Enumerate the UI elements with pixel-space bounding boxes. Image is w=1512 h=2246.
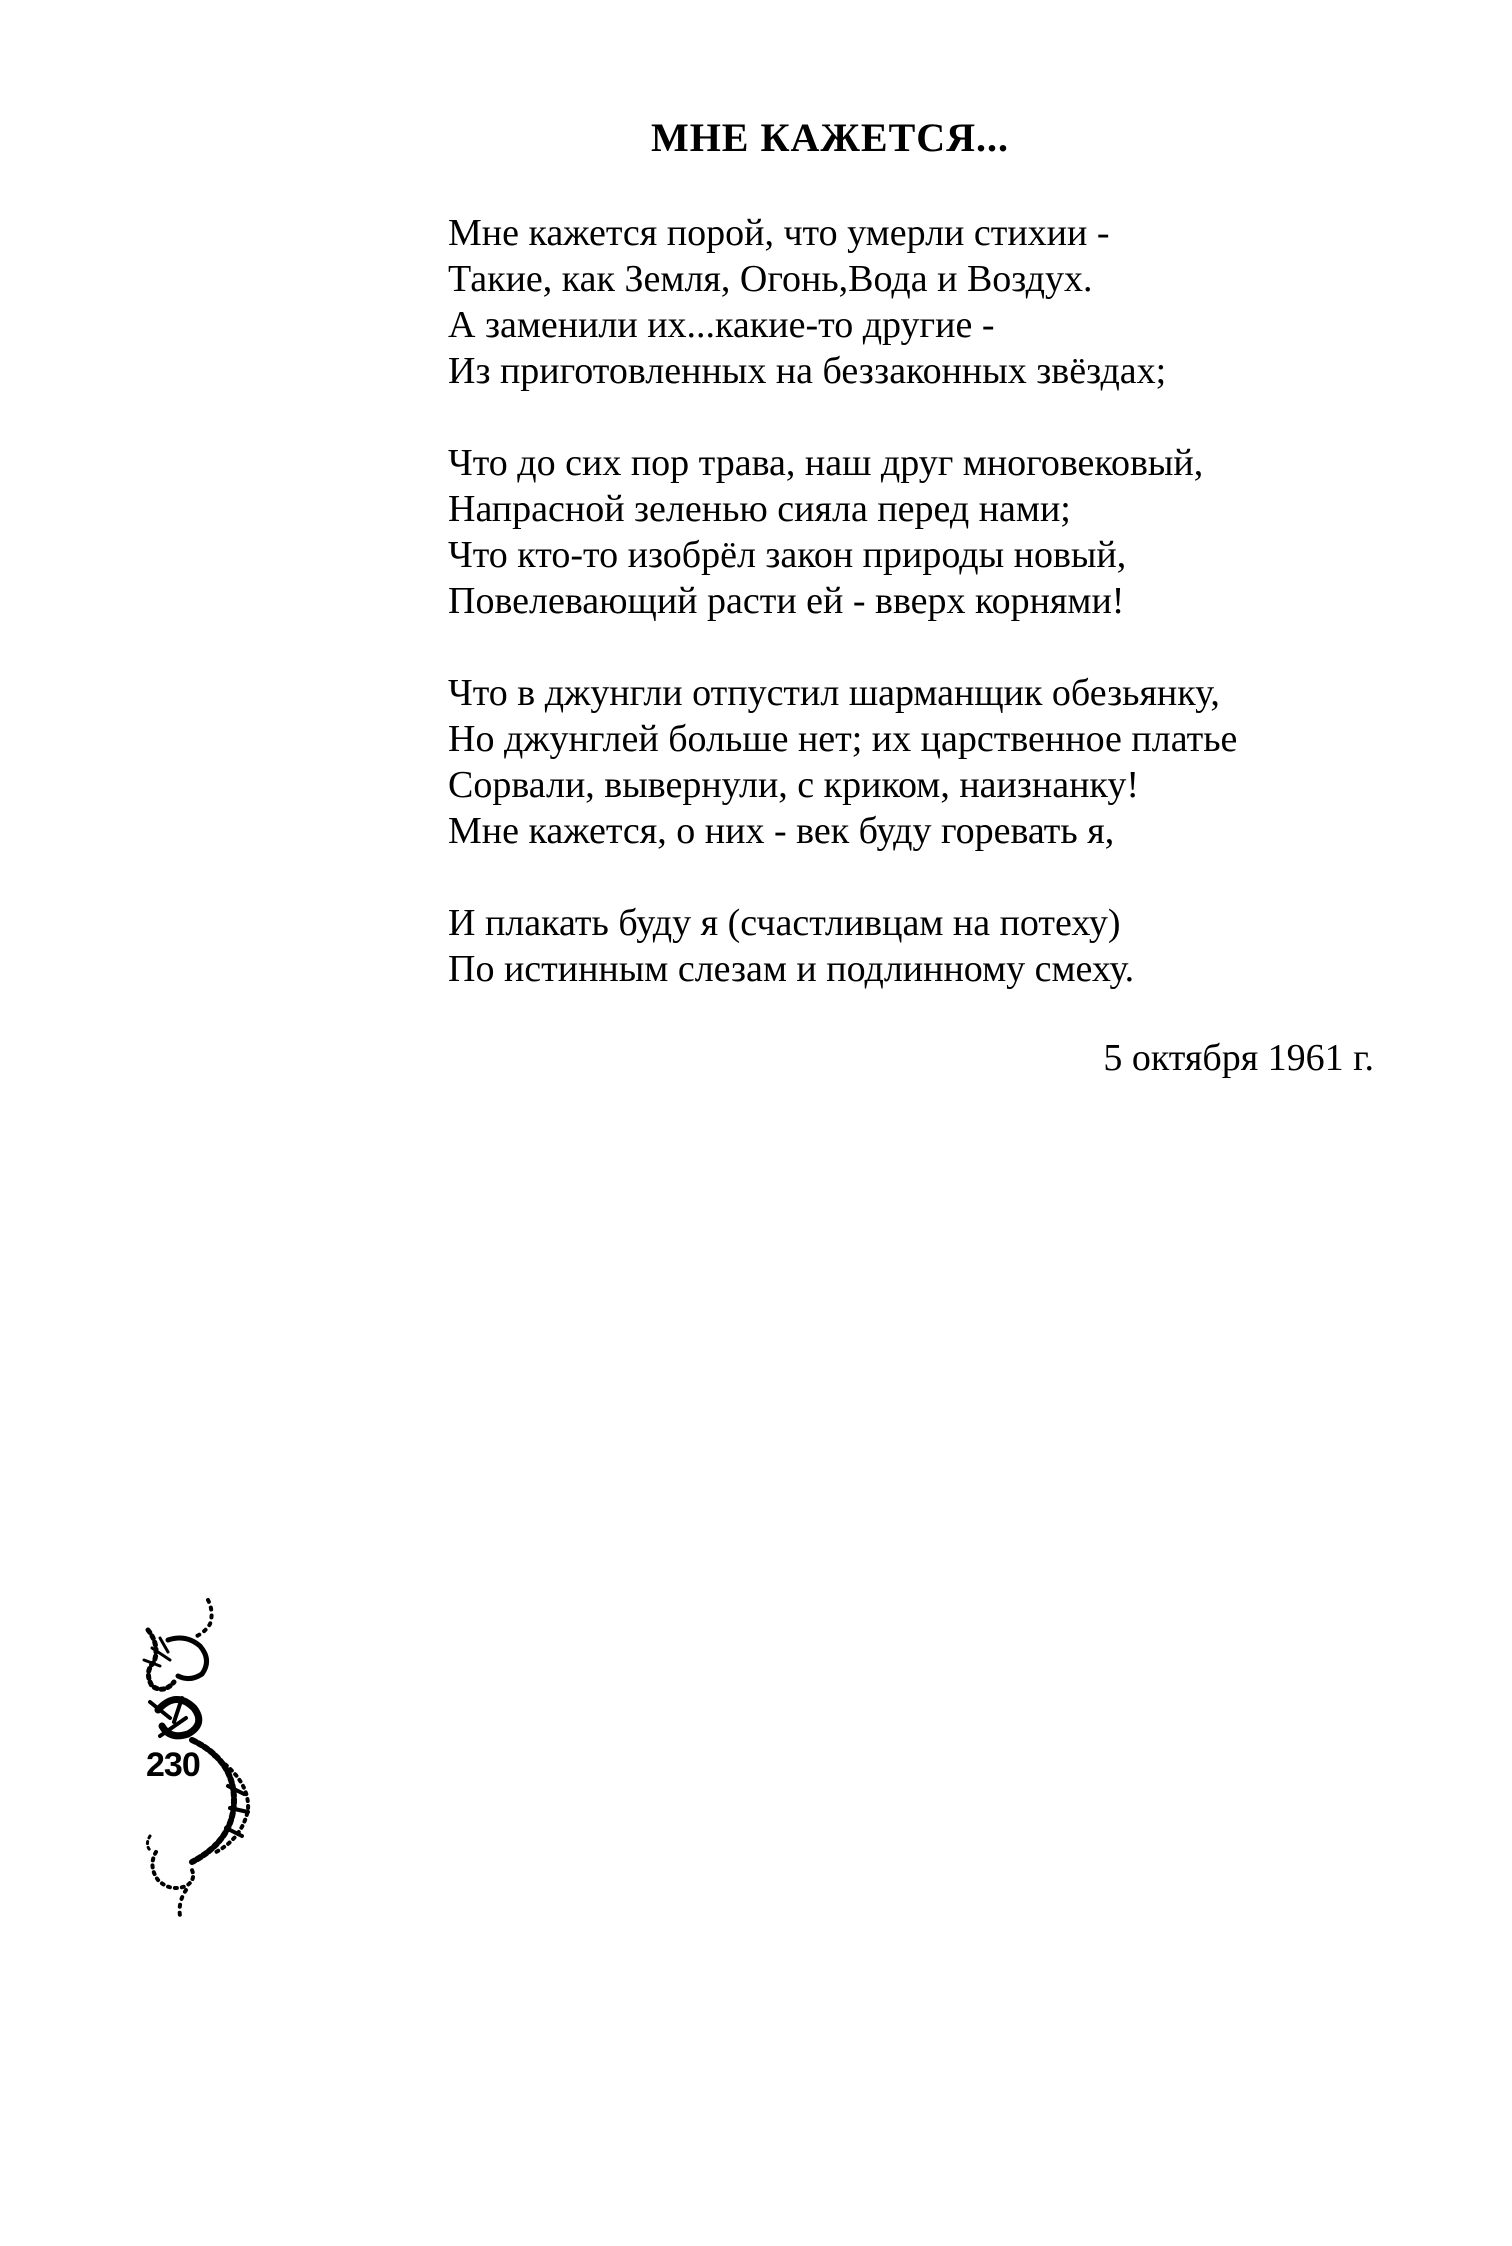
poem-line: Напрасной зеленью сияла перед нами; [448, 488, 1071, 530]
poem-line: И плакать буду я (счастливцам на потеху) [448, 902, 1121, 944]
poem-body [448, 210, 1448, 992]
poem-line: Из приготовленных на беззаконных звёздах; [448, 350, 1167, 392]
poem-line: Сорвали, вывернули, с криком, наизнанку! [448, 764, 1139, 806]
page-number: 230 [146, 1746, 200, 1784]
poem-line: Повелевающий расти ей - вверх корнями! [448, 580, 1125, 622]
poem-line: Что до сих пор трава, наш друг многовековый, [448, 442, 1204, 484]
stanza-2 [448, 440, 1448, 624]
stanza-3 [448, 670, 1448, 854]
poem-line: Что в джунгли отпустил шарманщик обезьянку, [448, 672, 1220, 714]
stanza-1 [448, 210, 1448, 394]
poem-line: По истинным слезам и подлинному смеху. [448, 948, 1135, 990]
poem-date: 5 октября 1961 г. [1103, 1037, 1374, 1079]
stanza-4 [448, 900, 1448, 992]
poem-line: Что кто-то изобрёл закон природы новый, [448, 534, 1127, 576]
poem-line: Мне кажется порой, что умерли стихии - [448, 212, 1110, 254]
poem-line: Но джунглей больше нет; их царственное платье [448, 718, 1238, 760]
poem-line: А заменили их...какие-то другие - [448, 304, 995, 346]
poem-line: Мне кажется, о них - век буду горевать я, [448, 810, 1115, 852]
poem-title: МНЕ КАЖЕТСЯ... [650, 115, 1010, 160]
poem-line: Такие, как Земля, Огонь,Вода и Воздух. [448, 258, 1093, 300]
